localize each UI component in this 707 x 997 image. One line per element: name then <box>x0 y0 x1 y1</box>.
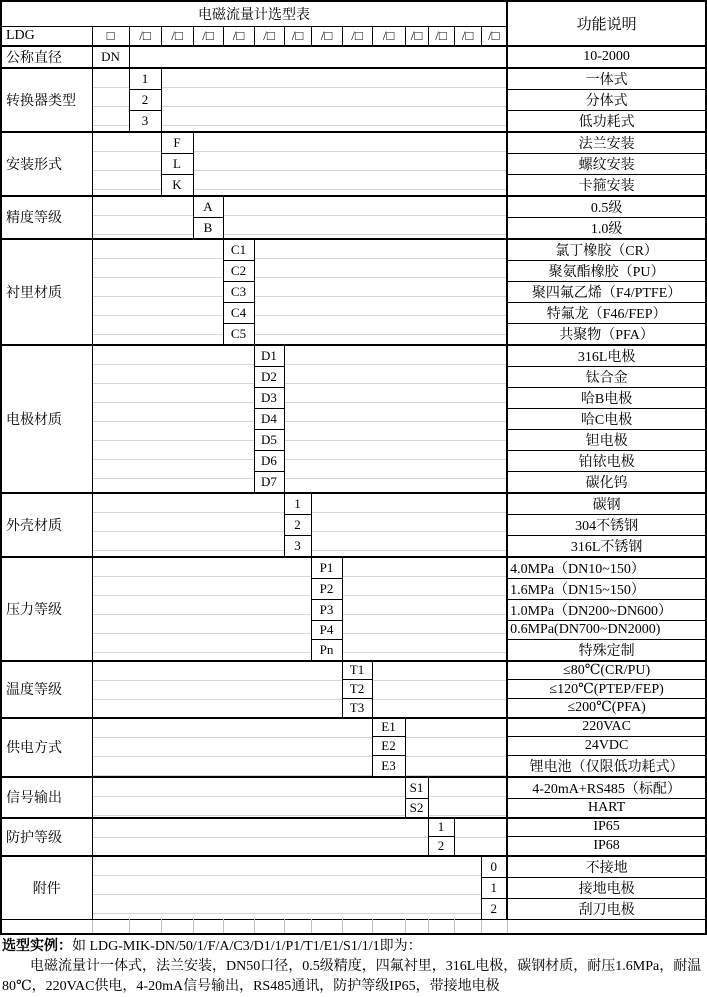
spacer-cell <box>92 239 223 345</box>
ghost-cell <box>161 919 193 934</box>
code-cell: K <box>161 174 193 196</box>
code-cell: E2 <box>372 737 405 756</box>
desc-cell: ≤200℃(PFA) <box>507 699 706 718</box>
code-cell: 1 <box>428 818 454 837</box>
desc-cell: 1.0级 <box>507 217 706 239</box>
ghost-cell <box>311 919 342 934</box>
desc-cell: 锂电池（仅限低功耗式） <box>507 756 706 778</box>
desc-cell: HART <box>507 799 706 818</box>
group-label: 供电方式 <box>1 718 92 778</box>
code-cell: T2 <box>342 680 372 699</box>
diameter-label: 公称直径 <box>1 46 92 68</box>
model-first-box: □ <box>92 27 129 46</box>
group-label: 转换器类型 <box>1 68 92 132</box>
diameter-code: DN <box>92 46 129 68</box>
group-label: 精度等级 <box>1 196 92 239</box>
desc-cell: 4.0MPa（DN10~150） <box>507 557 706 579</box>
spacer-cell <box>92 493 284 557</box>
spacer-cell <box>92 718 372 778</box>
desc-cell: 低功耗式 <box>507 110 706 132</box>
desc-cell: 0.5级 <box>507 196 706 218</box>
desc-cell: 0.6MPa(DN700~DN2000) <box>507 620 706 639</box>
spacer-cell <box>428 777 507 818</box>
desc-cell: 一体式 <box>507 68 706 90</box>
desc-cell: 法兰安装 <box>507 132 706 154</box>
desc-cell: 刮刀电极 <box>507 898 706 919</box>
model-slot-cell: /□ <box>161 27 193 46</box>
spacer-cell <box>454 818 507 856</box>
ghost-cell <box>284 919 311 934</box>
group-label: 温度等级 <box>1 661 92 718</box>
code-cell: E1 <box>372 718 405 737</box>
code-cell: 1 <box>284 493 311 515</box>
code-cell: 0 <box>481 856 507 878</box>
model-slot-cell: /□ <box>254 27 284 46</box>
code-cell: 2 <box>481 898 507 919</box>
desc-cell: 316L电极 <box>507 345 706 367</box>
spacer-cell <box>405 718 507 778</box>
spacer-cell <box>311 493 507 557</box>
code-cell: 2 <box>284 514 311 535</box>
code-cell: 1 <box>481 877 507 898</box>
group-label: 安装形式 <box>1 132 92 196</box>
ghost-cell <box>254 919 284 934</box>
desc-cell: 螺纹安装 <box>507 153 706 174</box>
spacer-cell <box>284 345 507 493</box>
ghost-cell <box>92 919 129 934</box>
spacer-cell <box>223 196 507 239</box>
ghost-cell <box>1 919 92 934</box>
code-cell: D2 <box>254 366 284 387</box>
desc-cell: 接地电极 <box>507 877 706 898</box>
ghost-cell <box>454 919 481 934</box>
desc-cell: 碳化钨 <box>507 471 706 493</box>
desc-cell: 氯丁橡胶（CR） <box>507 239 706 261</box>
code-cell: D3 <box>254 387 284 408</box>
code-cell: C2 <box>223 260 254 281</box>
code-cell: B <box>193 217 223 239</box>
code-cell: L <box>161 153 193 174</box>
desc-cell: 钽电极 <box>507 429 706 450</box>
desc-cell: 铂铱电极 <box>507 450 706 471</box>
desc-cell: IP68 <box>507 837 706 856</box>
group-label: 附件 <box>1 856 92 920</box>
desc-cell: 哈C电极 <box>507 408 706 429</box>
spacer-cell <box>92 196 193 239</box>
code-cell: C3 <box>223 281 254 302</box>
desc-cell: 聚四氟乙烯（F4/PTFE） <box>507 281 706 302</box>
ghost-cell <box>223 919 254 934</box>
table-title: 电磁流量计选型表 <box>1 1 507 27</box>
spacer-cell <box>92 557 311 661</box>
code-cell: D4 <box>254 408 284 429</box>
selection-example-section <box>0 935 705 997</box>
code-cell: 3 <box>284 535 311 557</box>
ghost-cell <box>372 919 405 934</box>
desc-cell: 特殊定制 <box>507 639 706 661</box>
desc-cell: 24VDC <box>507 737 706 756</box>
diameter-desc: 10-2000 <box>507 46 706 68</box>
model-slot-cell: /□ <box>129 27 161 46</box>
desc-cell: 钛合金 <box>507 366 706 387</box>
code-cell: 1 <box>129 68 161 90</box>
code-cell: C4 <box>223 302 254 323</box>
function-header: 功能说明 <box>507 1 706 46</box>
example-line <box>2 937 703 957</box>
spacer-cell <box>254 239 507 345</box>
desc-cell: 304不锈钢 <box>507 514 706 535</box>
code-cell: S2 <box>405 799 428 818</box>
code-cell: S1 <box>405 777 428 799</box>
desc-cell: ≤80℃(CR/PU) <box>507 661 706 680</box>
spacer-cell <box>92 661 342 718</box>
ghost-cell <box>342 919 372 934</box>
spacer-cell <box>372 661 507 718</box>
model-slot-cell: /□ <box>342 27 372 46</box>
group-label: 防护等级 <box>1 818 92 856</box>
code-cell: C5 <box>223 323 254 345</box>
example-description: 电磁流量计一体式，法兰安装，DN50口径，0.5级精度，四氟衬里，316L电极，碳钢材质，耐压1.6MPa，耐温80℃，220VAC供电，4-20mA信号输出，RS485通讯，防护等级IP65，带接地电极 <box>2 959 702 994</box>
code-cell: E3 <box>372 756 405 778</box>
code-cell: A <box>193 196 223 218</box>
desc-cell: 220VAC <box>507 718 706 737</box>
code-cell: T1 <box>342 661 372 680</box>
group-label: 电极材质 <box>1 345 92 493</box>
desc-cell: 1.0MPa（DN200~DN600） <box>507 599 706 620</box>
group-label: 信号输出 <box>1 777 92 818</box>
spacer-cell <box>129 46 507 68</box>
desc-cell: 哈B电极 <box>507 387 706 408</box>
model-prefix-label: LDG <box>1 27 92 46</box>
group-label: 外壳材质 <box>1 493 92 557</box>
code-cell: D7 <box>254 471 284 493</box>
desc-cell: 卡箍安装 <box>507 174 706 196</box>
model-slot-cell: /□ <box>223 27 254 46</box>
ghost-cell <box>405 919 428 934</box>
code-cell: D6 <box>254 450 284 471</box>
desc-cell: 4-20mA+RS485（标配） <box>507 777 706 799</box>
spacer-cell <box>92 345 254 493</box>
code-cell: D1 <box>254 345 284 367</box>
desc-cell: 316L不锈钢 <box>507 535 706 557</box>
spacer-cell <box>92 856 481 920</box>
group-label: 衬里材质 <box>1 239 92 345</box>
ghost-cell <box>507 919 706 934</box>
desc-cell: 共聚物（PFA） <box>507 323 706 345</box>
example-label: 选型实例： <box>2 939 72 954</box>
code-cell: D5 <box>254 429 284 450</box>
group-label: 压力等级 <box>1 557 92 661</box>
code-cell: 3 <box>129 110 161 132</box>
model-slot-cell: /□ <box>311 27 342 46</box>
spacer-cell <box>92 777 405 818</box>
code-cell: Pn <box>311 639 342 661</box>
model-slot-cell: /□ <box>405 27 428 46</box>
desc-cell: 分体式 <box>507 89 706 110</box>
model-slot-cell: /□ <box>284 27 311 46</box>
example-model-string: 如 LDG-MIK-DN/50/1/F/A/C3/D1/1/P1/T1/E1/S1/1/1即为： <box>72 939 422 954</box>
spacer-cell <box>92 132 161 196</box>
desc-cell: 特氟龙（F46/FEP） <box>507 302 706 323</box>
desc-cell: 碳钢 <box>507 493 706 515</box>
spacer-cell <box>161 68 507 132</box>
model-slot-cell: /□ <box>193 27 223 46</box>
code-cell: 2 <box>428 837 454 856</box>
code-cell: P3 <box>311 599 342 620</box>
code-cell: P2 <box>311 578 342 599</box>
ghost-cell <box>193 919 223 934</box>
code-cell: T3 <box>342 699 372 718</box>
ghost-cell <box>428 919 454 934</box>
spacer-cell <box>92 818 428 856</box>
desc-cell: ≤120℃(PTEP/FEP) <box>507 680 706 699</box>
code-cell: C1 <box>223 239 254 261</box>
code-cell: P4 <box>311 620 342 639</box>
code-cell: P1 <box>311 557 342 579</box>
spacer-cell <box>92 68 129 132</box>
spacer-cell <box>342 557 507 661</box>
ghost-cell <box>129 919 161 934</box>
desc-cell: 1.6MPa（DN15~150） <box>507 578 706 599</box>
model-slot-cell: /□ <box>481 27 507 46</box>
code-cell: 2 <box>129 89 161 110</box>
desc-cell: 聚氨酯橡胶（PU） <box>507 260 706 281</box>
desc-cell: 不接地 <box>507 856 706 878</box>
code-cell: F <box>161 132 193 154</box>
spacer-cell <box>193 132 507 196</box>
model-slot-cell: /□ <box>428 27 454 46</box>
model-slot-cell: /□ <box>454 27 481 46</box>
desc-cell: IP65 <box>507 818 706 837</box>
ghost-cell <box>481 919 507 934</box>
model-slot-cell: /□ <box>372 27 405 46</box>
